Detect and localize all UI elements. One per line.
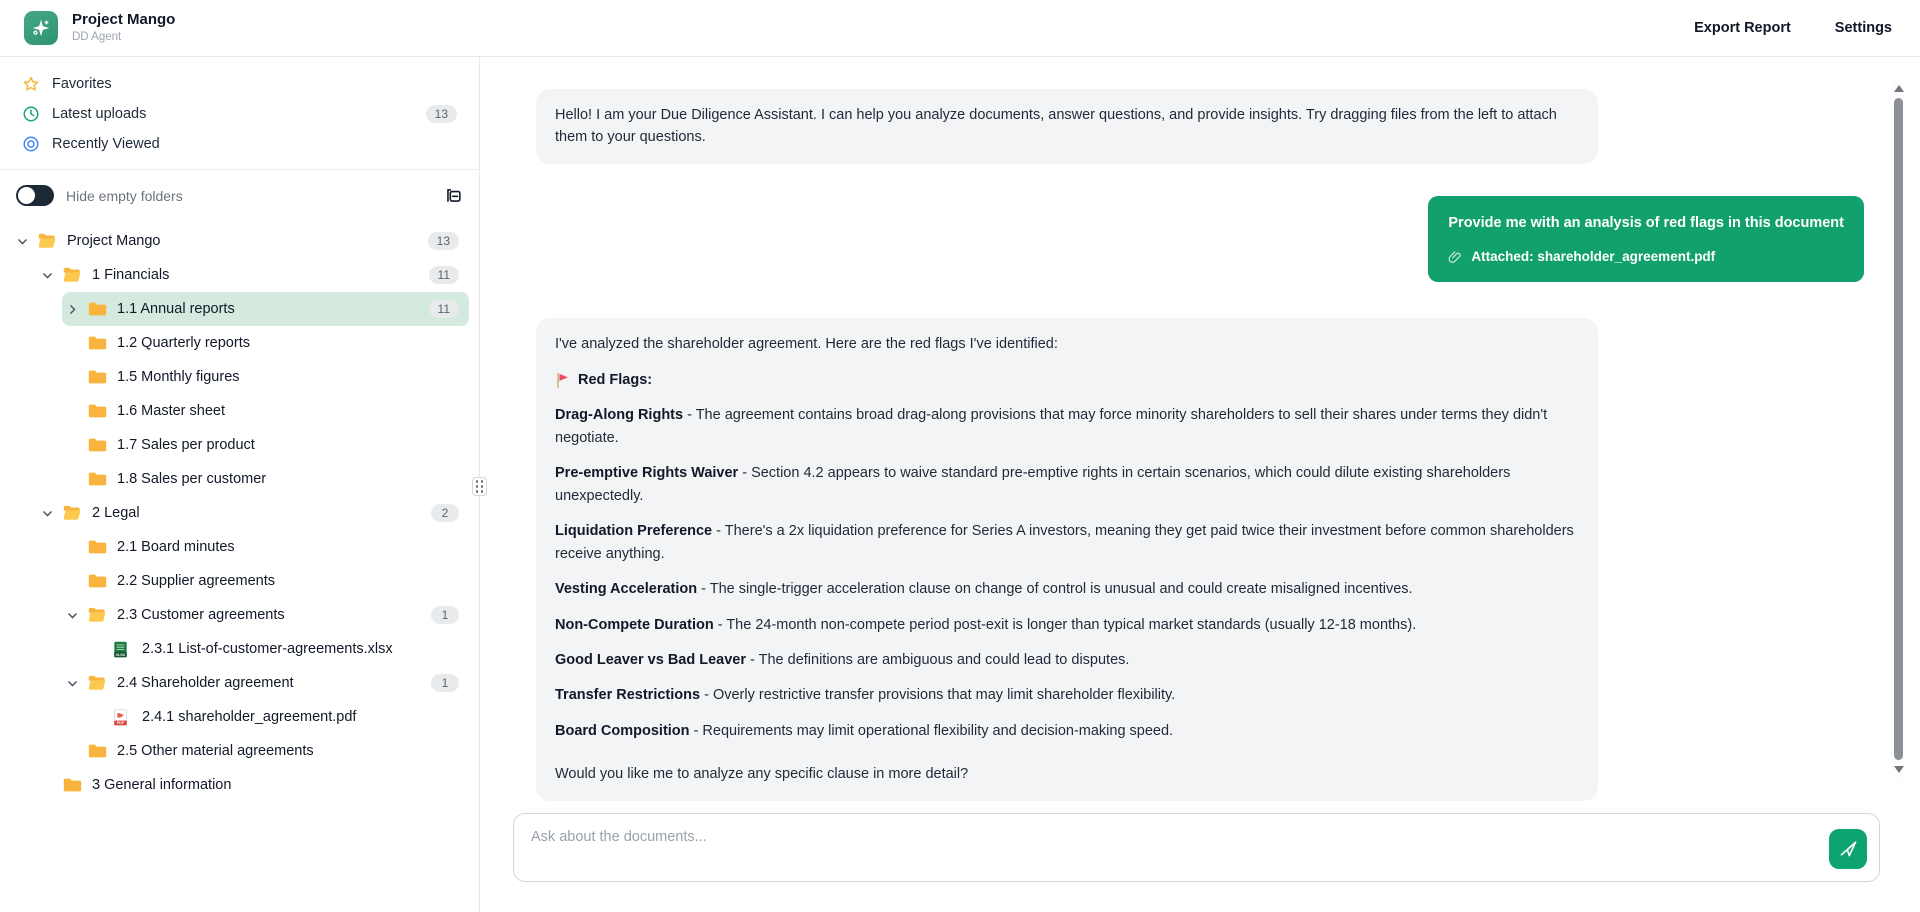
sidebar-item-favorites[interactable] bbox=[14, 69, 465, 99]
tree-row-legal[interactable]: 2 Legal 2 bbox=[37, 496, 469, 530]
folder-icon bbox=[88, 471, 107, 487]
svg-text:PDF: PDF bbox=[116, 720, 125, 725]
pdf-file-icon bbox=[113, 709, 132, 725]
message-composer bbox=[513, 813, 1880, 882]
folder-icon bbox=[88, 369, 107, 385]
folder-open-icon bbox=[88, 675, 107, 691]
folder-icon bbox=[88, 403, 107, 419]
chat-scrollbar[interactable] bbox=[1891, 79, 1906, 779]
folder-open-icon bbox=[88, 607, 107, 623]
folder-icon bbox=[88, 335, 107, 351]
folder-icon bbox=[88, 437, 107, 453]
quick-link-label: Latest uploads bbox=[52, 106, 147, 122]
collapse-all-button[interactable] bbox=[444, 186, 463, 205]
svg-text:XLSX: XLSX bbox=[115, 652, 126, 657]
tree-row-list-of-customer-agreements-xlsx[interactable]: XLSX 2.3.1 List-of-customer-agreements.xlsx bbox=[87, 632, 469, 666]
red-flag-item: Transfer Restrictions - Overly restrictive transfer provisions that may limit shareholder flexibility. bbox=[555, 687, 1176, 704]
analysis-outro: Would you like me to analyze any specific clause in more detail? bbox=[555, 766, 969, 783]
app-header bbox=[0, 0, 1920, 57]
tree-row-quarterly-reports[interactable]: 1.2 Quarterly reports bbox=[62, 326, 469, 360]
scroll-down-arrow-icon[interactable] bbox=[1894, 766, 1904, 773]
sidebar-item-recently-viewed[interactable] bbox=[14, 129, 465, 159]
tree-row-annual-reports[interactable]: 1.1 Annual reports 11 bbox=[62, 292, 469, 326]
tree-row-board-minutes[interactable]: 2.1 Board minutes bbox=[62, 530, 469, 564]
tree-row-supplier-agreements[interactable]: 2.2 Supplier agreements bbox=[62, 564, 469, 598]
chat-message-list bbox=[480, 57, 1920, 807]
app-subtitle: DD Agent bbox=[72, 31, 122, 44]
folder-icon bbox=[88, 743, 107, 759]
folder-open-icon bbox=[63, 267, 82, 283]
latest-uploads-count-badge: 13 bbox=[426, 105, 457, 123]
tree-row-customer-agreements[interactable]: 2.3 Customer agreements 1 bbox=[62, 598, 469, 632]
chevron-right-icon[interactable] bbox=[66, 301, 88, 317]
folder-count-badge: 2 bbox=[431, 504, 459, 522]
eye-icon bbox=[22, 135, 40, 153]
tree-row-general-information[interactable]: 3 General information bbox=[37, 768, 469, 802]
tree-row-shareholder-agreement[interactable]: 2.4 Shareholder agreement 1 bbox=[62, 666, 469, 700]
chevron-down-icon[interactable] bbox=[66, 607, 88, 623]
chevron-down-icon[interactable] bbox=[66, 675, 88, 691]
hide-empty-folders-toggle[interactable] bbox=[16, 185, 54, 206]
folder-icon bbox=[63, 777, 82, 793]
send-button[interactable] bbox=[1829, 829, 1867, 869]
red-flag-item: Drag-Along Rights - The agreement contains broad drag-along provisions that may force minority shareholders to sell their shares under terms they didn't negotiate. bbox=[555, 407, 1548, 446]
user-message: Provide me with an analysis of red flags in this document Attached: shareholder_agreement.pdf bbox=[1428, 196, 1864, 282]
analysis-intro: I've analyzed the shareholder agreement. Here are the red flags I've identified: bbox=[555, 336, 1058, 353]
star-icon bbox=[22, 75, 40, 93]
tree-row-shareholder-agreement-pdf[interactable]: PDF 2.4.1 shareholder_agreement.pdf bbox=[87, 700, 469, 734]
assistant-greeting-message: Hello! I am your Due Diligence Assistant. I can help you analyze documents, answer questions, and provide insights. Try dragging files from the left to attach them to your questions. bbox=[536, 89, 1598, 164]
red-flag-item: Pre-emptive Rights Waiver - Section 4.2 appears to waive standard pre-emptive rights in certain scenarios, which could dilute existing shareholders unexpectedly. bbox=[555, 465, 1511, 504]
tree-row-master-sheet[interactable]: 1.6 Master sheet bbox=[62, 394, 469, 428]
red-flag-item: Board Composition - Requirements may limit operational flexibility and decision-making speed. bbox=[555, 722, 1174, 739]
tree-row-other-material-agreements[interactable]: 2.5 Other material agreements bbox=[62, 734, 469, 768]
tree-row-sales-per-customer[interactable]: 1.8 Sales per customer bbox=[62, 462, 469, 496]
quick-link-label: Recently Viewed bbox=[52, 136, 160, 152]
hide-empty-folders-label: Hide empty folders bbox=[66, 187, 183, 204]
sparkle-icon bbox=[30, 17, 52, 39]
folder-open-icon bbox=[38, 233, 57, 249]
folder-icon bbox=[88, 539, 107, 555]
tree-row-project-mango[interactable]: Project Mango 13 bbox=[12, 224, 469, 258]
tree-row-financials[interactable]: 1 Financials 11 bbox=[37, 258, 469, 292]
chat-panel bbox=[480, 57, 1920, 912]
settings-button[interactable]: Settings bbox=[1834, 20, 1892, 36]
toggle-knob bbox=[18, 187, 35, 204]
red-flag-item: Non-Compete Duration - The 24-month non-compete period post-exit is longer than typical market standards (usually 12-18 months). bbox=[555, 616, 1417, 633]
folder-count-badge: 13 bbox=[428, 232, 459, 250]
chevron-down-icon[interactable] bbox=[16, 233, 38, 249]
red-flag-icon bbox=[555, 372, 570, 389]
folder-tree bbox=[0, 216, 479, 802]
scroll-up-arrow-icon[interactable] bbox=[1894, 85, 1904, 92]
tree-row-sales-per-product[interactable]: 1.7 Sales per product bbox=[62, 428, 469, 462]
sidebar-item-latest-uploads[interactable] bbox=[14, 99, 465, 129]
tree-row-monthly-figures[interactable]: 1.5 Monthly figures bbox=[62, 360, 469, 394]
app-logo bbox=[24, 11, 58, 45]
red-flag-item: Liquidation Preference - There's a 2x liquidation preference for Series A investors, meaning they get paid twice their investment before common shareholders receive anything. bbox=[555, 523, 1574, 562]
sidebar bbox=[0, 57, 480, 912]
red-flags-heading: Red Flags: bbox=[555, 369, 1579, 391]
red-flag-item: Good Leaver vs Bad Leaver - The definitions are ambiguous and could lead to disputes. bbox=[555, 652, 1130, 669]
send-icon bbox=[1839, 839, 1858, 858]
scrollbar-thumb[interactable] bbox=[1894, 98, 1903, 760]
attachment-chip: Attached: shareholder_agreement.pdf bbox=[1448, 247, 1844, 268]
chevron-down-icon[interactable] bbox=[41, 267, 63, 283]
paperclip-icon bbox=[1448, 250, 1462, 265]
red-flag-item: Vesting Acceleration - The single-trigger acceleration clause on change of control is unusual and could create misaligned incentives. bbox=[555, 581, 1413, 598]
collapse-all-icon bbox=[444, 186, 463, 205]
export-report-button[interactable]: Export Report bbox=[1694, 20, 1791, 36]
chat-input[interactable] bbox=[514, 814, 1879, 881]
folder-icon bbox=[88, 573, 107, 589]
xlsx-file-icon bbox=[113, 641, 132, 657]
folder-count-badge: 11 bbox=[429, 300, 459, 318]
assistant-analysis-message bbox=[536, 318, 1598, 801]
folder-count-badge: 11 bbox=[429, 266, 459, 284]
folder-icon bbox=[88, 301, 107, 317]
folder-count-badge: 1 bbox=[431, 674, 459, 692]
app-title: Project Mango bbox=[72, 11, 176, 29]
folder-count-badge: 1 bbox=[431, 606, 459, 624]
quick-link-label: Favorites bbox=[52, 76, 112, 92]
folder-open-icon bbox=[63, 505, 82, 521]
clock-icon bbox=[22, 105, 40, 123]
chevron-down-icon[interactable] bbox=[41, 505, 63, 521]
